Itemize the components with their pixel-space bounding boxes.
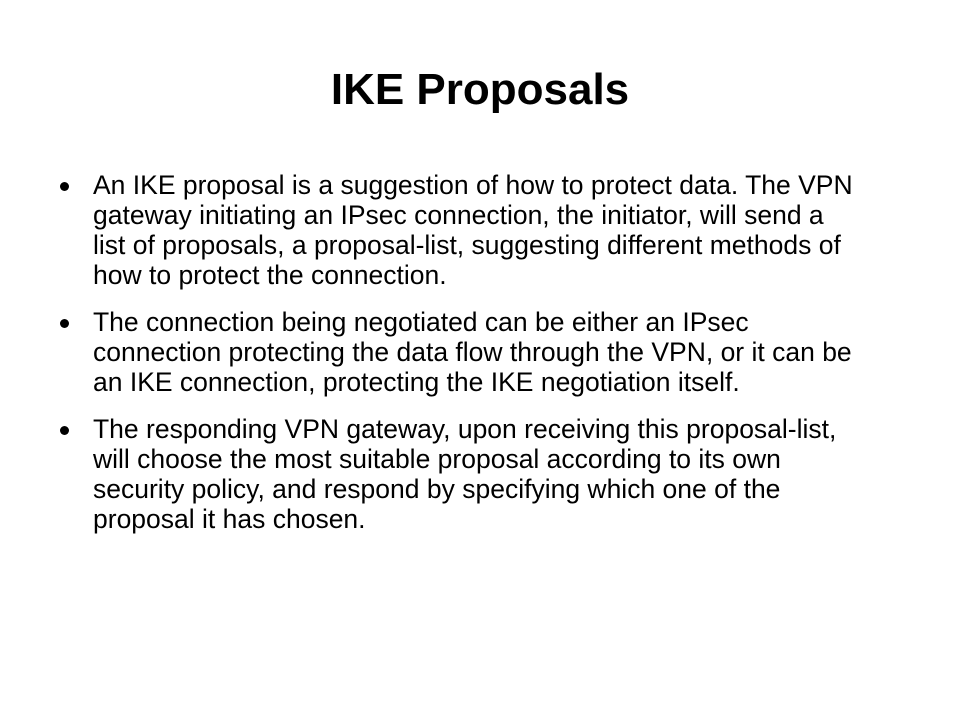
bullet-item: [60, 414, 860, 534]
bullet-item: [60, 307, 860, 397]
bullet-text: The responding VPN gateway, upon receiving this proposal-list, will choose the most suitable proposal according to its own security policy, and respond by specifying which one of the proposal it has chosen.: [93, 414, 837, 534]
bullet-dot-icon: [60, 182, 69, 191]
bullet-dot-icon: [60, 319, 69, 328]
bullet-list: [60, 170, 860, 551]
slide-title: IKE Proposals: [330, 65, 630, 114]
bullet-text: The connection being negotiated can be either an IPsec connection protecting the data flow through the VPN, or it can be an IKE connection, protecting the IKE negotiation itself.: [93, 307, 852, 397]
bullet-text: An IKE proposal is a suggestion of how to protect data. The VPN gateway initiating an IPsec connection, the initiator, will send a list of proposals, a proposal-list, suggesting different methods of how to protect the connection.: [93, 170, 853, 290]
bullet-item: [60, 170, 860, 290]
bullet-dot-icon: [60, 426, 69, 435]
